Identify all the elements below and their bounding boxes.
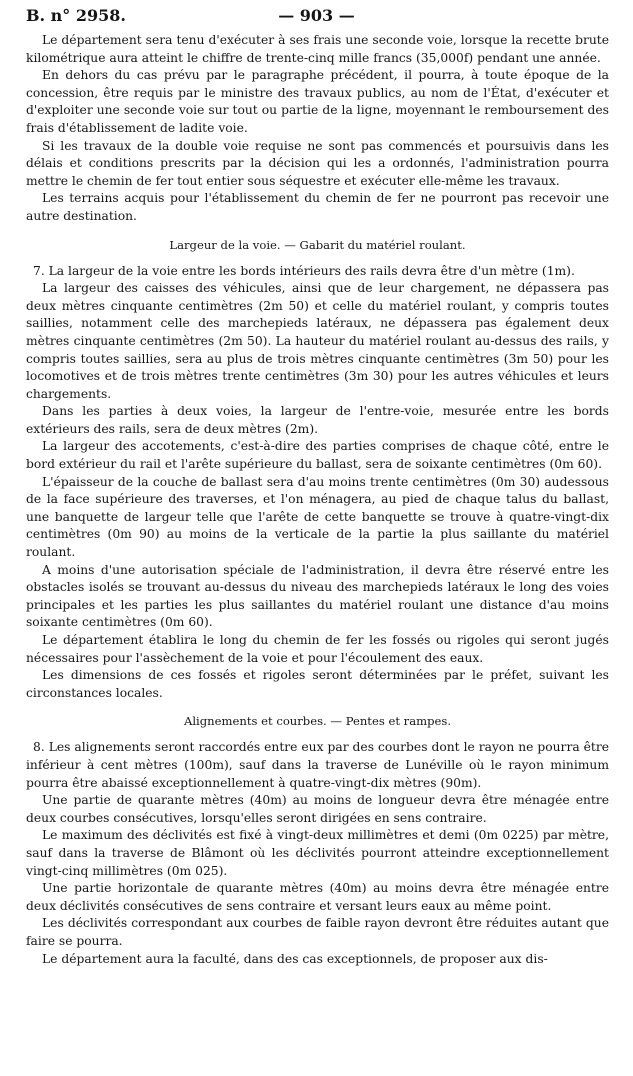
paragraph: Si les travaux de la double voie requise ne sont pas commencés et poursuivis dans les délais et conditions prescrits par la décision qui les a ordonnés, l'administration pourra mettre le chemin de fer tout entier sous séquestre et exécuter elle-même les travaux. — [26, 138, 609, 188]
paragraph: Les terrains acquis pour l'établissement du chemin de fer ne pourront pas recevoir une autre destination. — [26, 191, 609, 223]
section-heading-largeur: Largeur de la voie. — Gabarit du matériel roulant. — [169, 237, 466, 252]
paragraph: En dehors du cas prévu par le paragraphe précédent, il pourra, à toute époque de la concession, être requis par le ministre des travaux publics, au nom de l'État, d'exécuter et d'exploiter une seconde voie sur tout ou partie de la ligne, moyennant le remboursement des frais d'établissement de ladite voie. — [26, 68, 609, 135]
bulletin-number: B. n° 2958. — [26, 6, 126, 25]
page-number: — 903 — — [278, 6, 355, 25]
article-paragraph: 8. Les alignements seront raccordés entre eux par des courbes dont le rayon ne pourra être inférieur à cent mètres (100m), sauf dans la traverse de Lunéville où le rayon minimum pourra être abaissé exceptionnellement à quatre-vingt-dix mètres (90m). — [26, 740, 609, 790]
section-double-voie — [26, 32, 609, 226]
paragraph: L'épaisseur de la couche de ballast sera d'au moins trente centimètres (0m 30) audessous de la face supérieure des traverses, et l'on ménagera, au pied de chaque talus du ballast, une banquette de largeur telle que l'arête de cette banquette se trouve à quatre-vingt-dix centimètres (0m 90) au moins de la verticale de la partie la plus saillante du matériel roulant. — [26, 474, 609, 560]
paragraph: La largeur des caisses des véhicules, ainsi que de leur chargement, ne dépassera pas deux mètres cinquante centimètres (2m 50) et celle du matériel roulant, y compris toutes saillies, notamment celle des marchepieds latéraux, ne dépassera pas également deux mètres cinquante centimètres (2m 50). La hauteur du matériel roulant au-dessus des rails, y compris toutes saillies, sera au plus de trois mètres cinquante centimètres (3m 50) pour les locomotives et de trois mètres trente centimètres (3m 30) pour les autres véhicules et leurs chargements. — [26, 281, 609, 401]
paragraph: Une partie horizontale de quarante mètres (40m) au moins devra être ménagée entre deux déclivités consécutives de sens contraire et versant leurs eaux au même point. — [26, 881, 609, 913]
paragraph: Le département aura la faculté, dans des cas exceptionnels, de proposer aux dis- — [42, 951, 548, 966]
paragraph: La largeur des accotements, c'est-à-dire des parties comprises de chaque côté, entre le bord extérieur du rail et l'arête supérieure du ballast, sera de soixante centimètres (0m 60). — [26, 439, 609, 472]
paragraph: Une partie de quarante mètres (40m) au moins de longueur devra être ménagée entre deux courbes consécutives, lorsqu'elles seront dirigées en sens contraire. — [26, 793, 609, 825]
paragraph: Dans les parties à deux voies, la largeur de l'entre-voie, mesurée entre les bords extérieurs des rails, sera de deux mètres (2m). — [26, 404, 609, 436]
section-largeur-voie — [26, 263, 609, 703]
paragraph: Le département établira le long du chemin de fer les fossés ou rigoles qui seront jugés nécessaires pour l'assèchement de la voie et pour l'écoulement des eaux. — [26, 633, 609, 665]
article-paragraph: 7. La largeur de la voie entre les bords intérieurs des rails devra être d'un mètre (1m). — [33, 263, 575, 278]
paragraph: Le département sera tenu d'exécuter à ses frais une seconde voie, lorsque la recette brute kilométrique aura atteint le chiffre de trente-cinq mille francs (35,000f) pendant une année. — [26, 33, 609, 65]
paragraph: Les déclivités correspondant aux courbes de faible rayon devront être réduites autant que faire se pourra. — [26, 916, 609, 948]
paragraph: A moins d'une autorisation spéciale de l'administration, il devra être réservé entre les obstacles isolés se trouvant au-dessus du niveau des marchepieds latéraux le long des voies principales et les parties les plus saillantes du matériel roulant une distance d'au moins soixante centimètres (0m 60). — [26, 562, 609, 630]
section-heading-alignements: Alignements et courbes. — Pentes et rampes. — [183, 714, 452, 729]
paragraph: Le maximum des déclivités est fixé à vingt-deux millimètres et demi (0m 0225) par mètre, sauf dans la traverse de Blâmont où les déclivités pourront atteindre exceptionnellement vingt-cinq millimètres (0m 025). — [26, 828, 609, 878]
section-alignements — [26, 739, 609, 968]
paragraph: Les dimensions de ces fossés et rigoles seront déterminées par le préfet, suivant les circonstances locales. — [26, 668, 609, 700]
page-header — [26, 6, 609, 32]
